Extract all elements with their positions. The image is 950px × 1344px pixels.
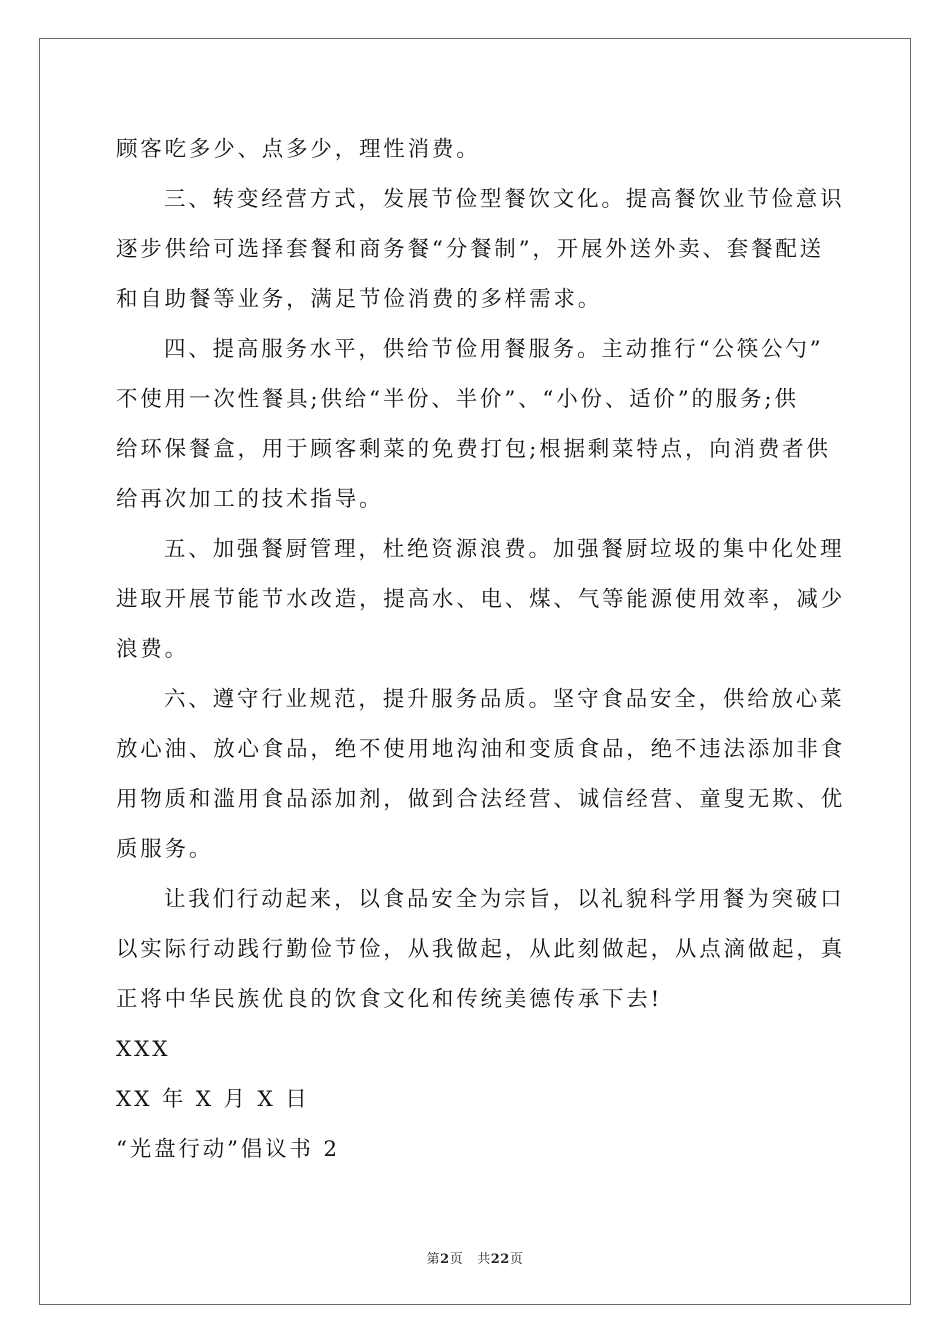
paragraph-start-line: 让我们行动起来，以食品安全为宗旨，以礼貌科学用餐为突破口 xyxy=(164,887,845,912)
page-total: 22 xyxy=(490,1252,510,1267)
text-line: 和自助餐等业务，满足节俭消费的多样需求。 xyxy=(116,287,603,312)
paragraph-start-line: 五、加强餐厨管理，杜绝资源浪费。加强餐厨垃圾的集中化处理 xyxy=(164,537,845,562)
text-line: 顾客吃多少、点多少，理性消费。 xyxy=(116,137,481,162)
text-line: 给环保餐盒，用于顾客剩菜的免费打包;根据剩菜特点，向消费者供 xyxy=(116,437,831,462)
text-line: 放心油、放心食品，绝不使用地沟油和变质食品，绝不违法添加非食 xyxy=(116,737,846,762)
paragraph-start-line: 四、提高服务水平，供给节俭用餐服务。主动推行“公筷公勺” xyxy=(164,337,824,362)
text-line: 以实际行动践行勤俭节俭，从我做起，从此刻做起，从点滴做起，真 xyxy=(116,937,846,962)
page-footer xyxy=(0,1248,950,1267)
signature-date: XX 年 X 月 X 日 xyxy=(116,1087,310,1112)
next-section-title: “光盘行动”倡议书 2 xyxy=(116,1137,340,1162)
text-line: 逐步供给可选择套餐和商务餐“分餐制”，开展外送外卖、套餐配送 xyxy=(116,237,824,262)
paragraph-start-line: 三、转变经营方式，发展节俭型餐饮文化。提高餐饮业节俭意识 xyxy=(164,187,845,212)
text-line: 进取开展节能节水改造，提高水、电、煤、气等能源使用效率，减少 xyxy=(116,587,846,612)
paragraph-start-line: 六、遵守行业规范，提升服务品质。坚守食品安全，供给放心菜 xyxy=(164,687,845,712)
page-suffix: 页 xyxy=(449,1252,464,1267)
text-line: 用物质和滥用食品添加剂，做到合法经营、诚信经营、童叟无欺、优 xyxy=(116,787,846,812)
text-line: 给再次加工的技术指导。 xyxy=(116,487,384,512)
text-line: 浪费。 xyxy=(116,637,189,662)
total-suffix: 页 xyxy=(509,1252,524,1267)
text-line: 正将中华民族优良的饮食文化和传统美德传承下去! xyxy=(116,987,663,1012)
page-prefix: 第 xyxy=(426,1252,441,1267)
text-line: 不使用一次性餐具;供给“半份、半价”、“小份、适价”的服务;供 xyxy=(116,387,799,412)
document-body xyxy=(116,125,846,1175)
total-prefix: 共 xyxy=(477,1252,491,1267)
signature-name: XXX xyxy=(116,1037,171,1062)
page-current: 2 xyxy=(440,1252,450,1267)
text-line: 质服务。 xyxy=(116,837,214,862)
